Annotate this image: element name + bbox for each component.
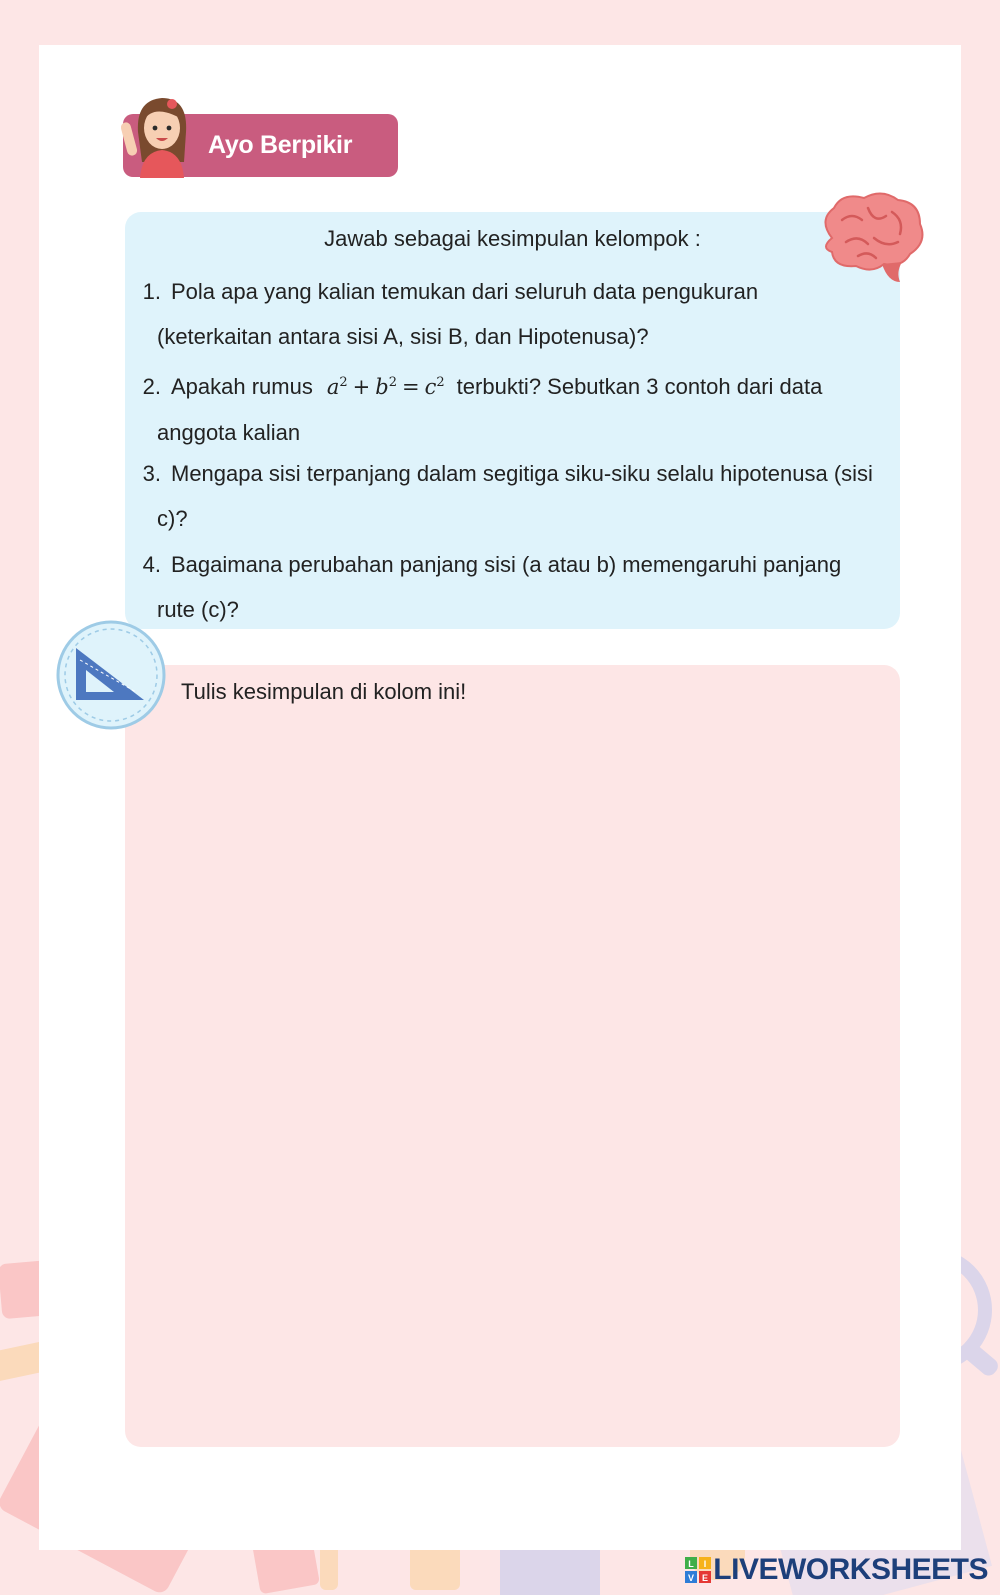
pythagorean-formula: $a^2 + b^2 = c^2$ — [326, 375, 445, 399]
header-title: Ayo Berpikir — [208, 131, 353, 159]
question-text: Apakah rumus — [171, 374, 313, 399]
brain-icon — [812, 190, 927, 290]
question-number: 4. — [142, 552, 161, 577]
girl-illustration — [118, 92, 196, 178]
question-2 — [135, 360, 895, 455]
watermark-text: LIVEWORKSHEETS — [713, 1553, 988, 1586]
question-text: Mengapa sisi terpanjang dalam segitiga siku-siku selalu hipotenusa (sisi — [171, 461, 873, 486]
set-square-icon — [56, 620, 166, 730]
question-text-continued: rute (c)? — [157, 597, 239, 622]
liveworksheets-logo-icon — [685, 1557, 711, 1583]
svg-text:E: E — [702, 1573, 709, 1583]
question-number: 1. — [142, 279, 161, 304]
question-number: 3. — [142, 461, 161, 486]
question-text: Pola apa yang kalian temukan dari seluruh data pengukuran — [171, 279, 759, 304]
question-4 — [135, 542, 895, 632]
svg-text:V: V — [688, 1573, 695, 1583]
question-3 — [135, 451, 895, 541]
svg-text:I: I — [704, 1559, 707, 1569]
liveworksheets-watermark — [685, 1553, 988, 1587]
question-text: terbukti? Sebutkan 3 contoh dari data — [456, 374, 823, 399]
answer-label: Tulis kesimpulan di kolom ini! — [181, 679, 467, 704]
question-intro: Jawab sebagai kesimpulan kelompok : — [324, 226, 701, 251]
question-text: Bagaimana perubahan panjang sisi (a atau b) memengaruhi panjang — [171, 552, 842, 577]
question-box — [125, 212, 900, 629]
question-text-continued: (keterkaitan antara sisi A, sisi B, dan Hipotenusa)? — [157, 324, 649, 349]
question-number: 2. — [142, 374, 161, 399]
question-1 — [135, 269, 895, 359]
svg-text:L: L — [688, 1559, 695, 1569]
question-text-continued: c)? — [157, 506, 188, 531]
question-text-continued: anggota kalian — [157, 420, 301, 445]
answer-area[interactable] — [125, 665, 900, 1447]
